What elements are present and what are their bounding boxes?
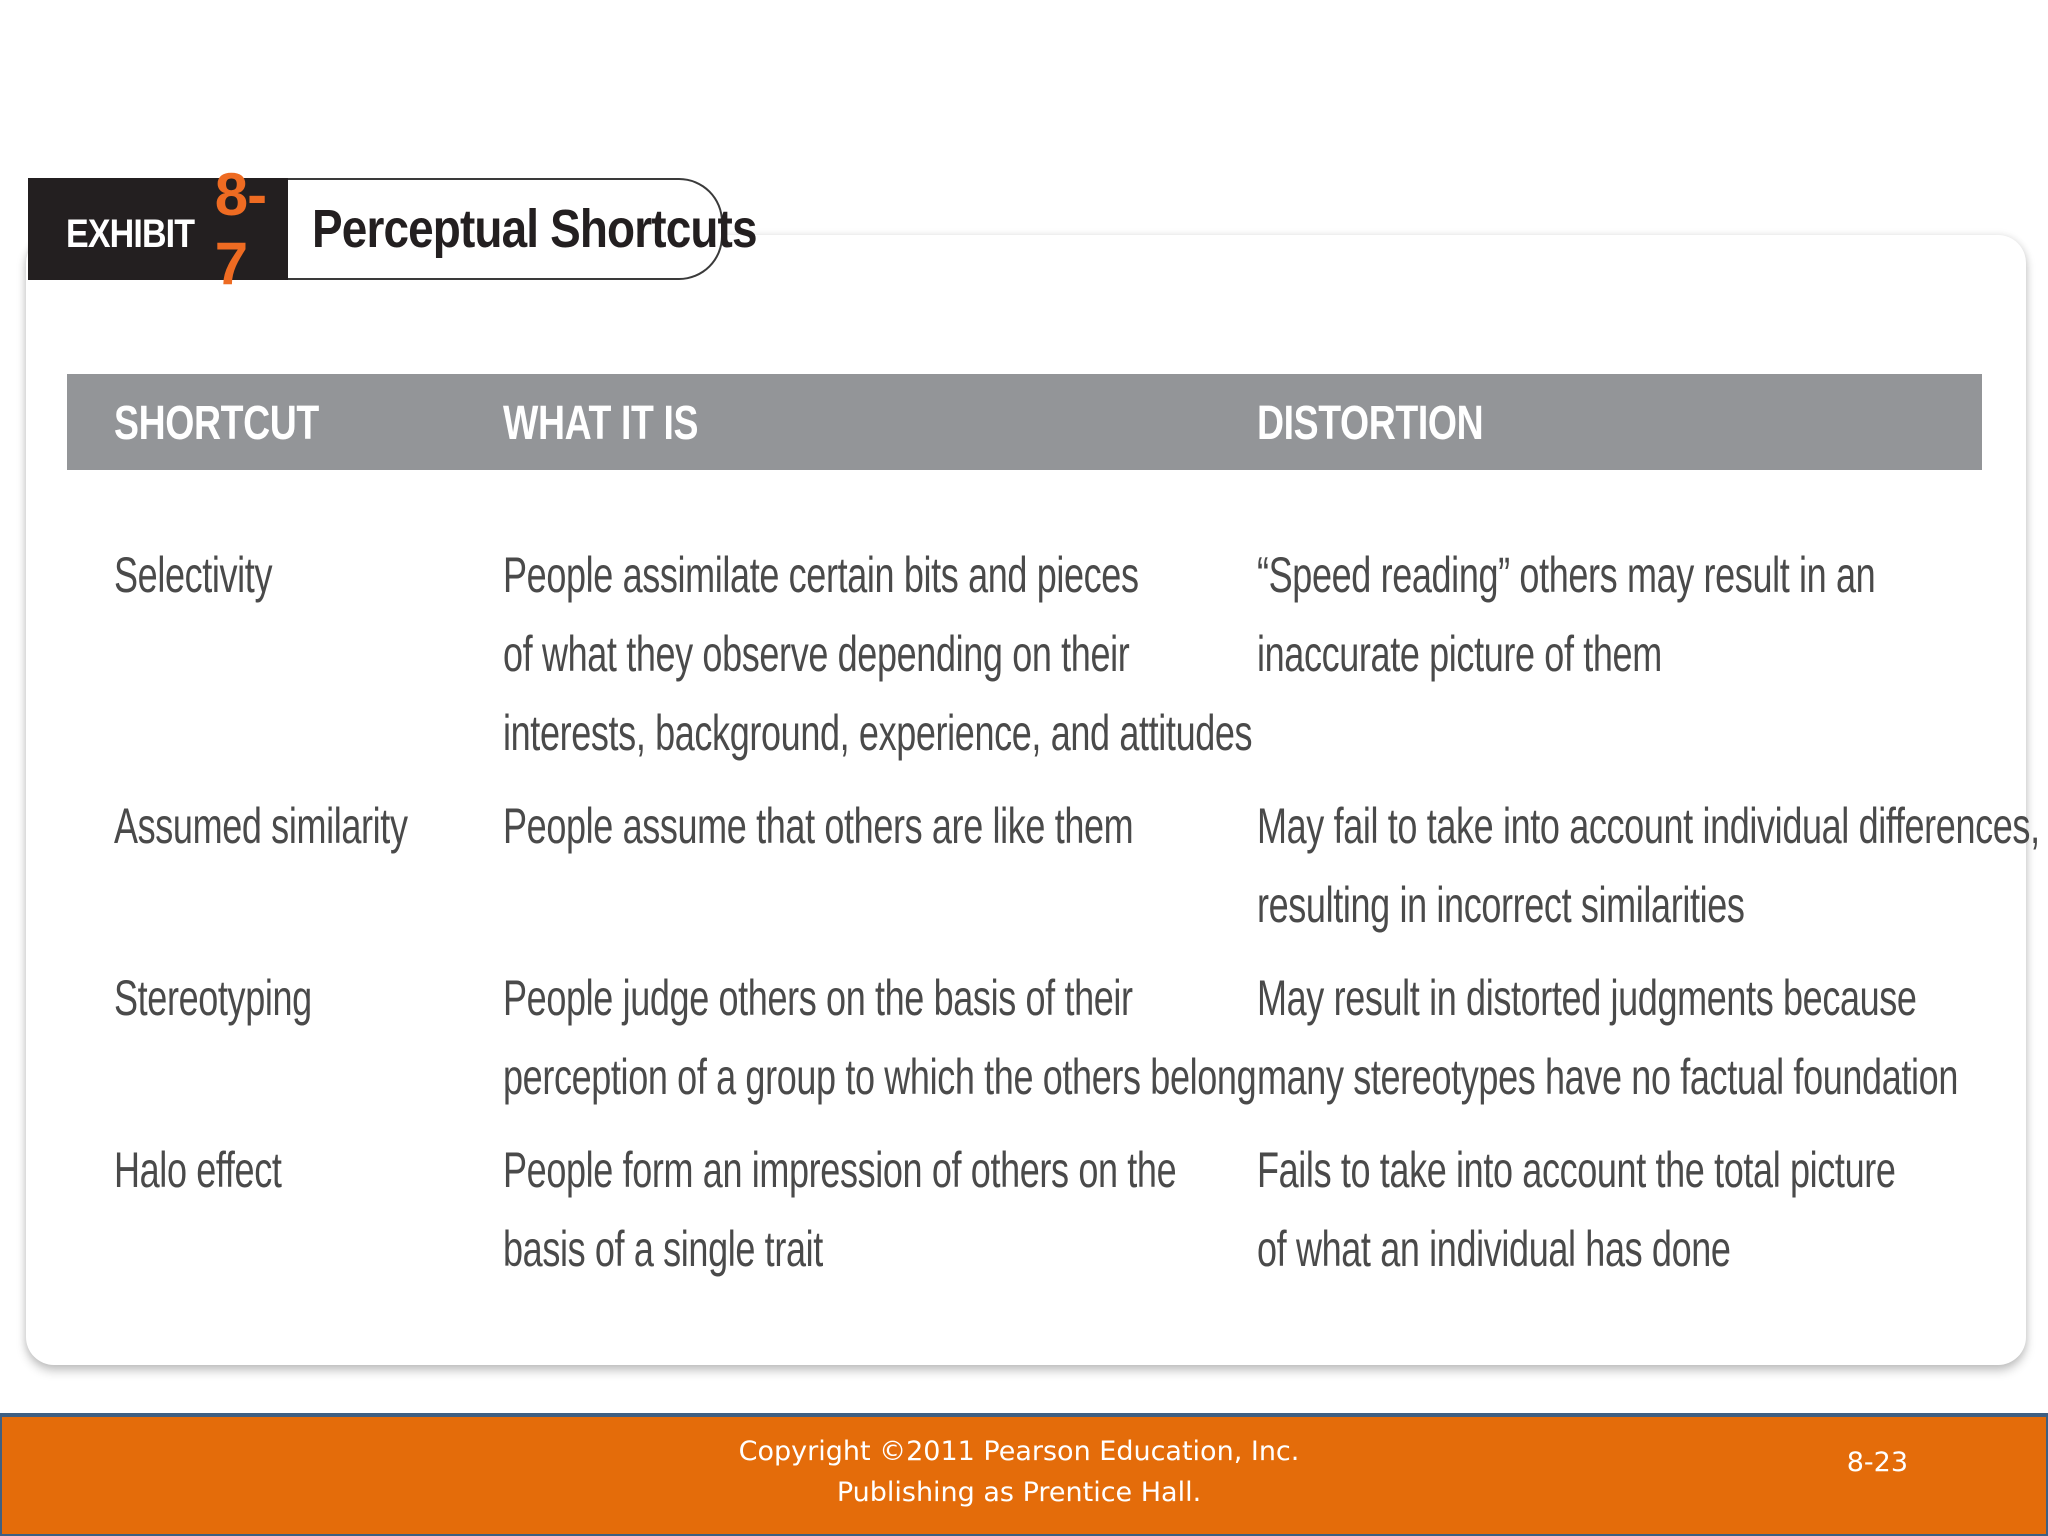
slide-footer — [0, 1413, 2048, 1536]
shortcut-cell — [114, 536, 416, 615]
exhibit-number: 8-7 — [214, 161, 267, 297]
distortion-cell — [1257, 1131, 2013, 1289]
shortcut-cell — [114, 787, 416, 866]
exhibit-title: Perceptual Shortcuts — [312, 199, 757, 259]
page-number: 8-23 — [1846, 1447, 1908, 1478]
what-it-is-line: People judge others on the basis of their — [503, 970, 1133, 1026]
exhibit-title-box — [288, 178, 757, 280]
distortion-line: of what an individual has done — [1257, 1221, 1731, 1277]
what-it-is-line: of what they observe depending on their — [503, 626, 1130, 682]
table-header — [67, 374, 1982, 470]
distortion-line: Fails to take into account the total picture — [1257, 1142, 1896, 1198]
header-shortcut: SHORTCUT — [114, 397, 319, 450]
what-it-is-line: People assimilate certain bits and pieces — [503, 547, 1139, 603]
header-distortion: DISTORTION — [1257, 397, 1484, 450]
distortion-line: May result in distorted judgments because — [1257, 970, 1917, 1026]
shortcut-name: Selectivity — [114, 547, 273, 603]
copyright-line-2: Publishing as Prentice Hall. — [836, 1477, 1202, 1508]
distortion-cell — [1257, 959, 2013, 1117]
what-it-is-line: perception of a group to which the others belong — [503, 1049, 1257, 1105]
distortion-line: May fail to take into account individual differences, — [1257, 798, 2040, 854]
what-it-is-cell — [503, 1131, 1223, 1289]
distortion-cell — [1257, 536, 2013, 694]
exhibit-label-tag — [28, 161, 288, 297]
what-it-is-line: People assume that others are like them — [503, 798, 1134, 854]
header-what-it-is: WHAT IT IS — [503, 397, 699, 450]
copyright-line-1: Copyright ©2011 Pearson Education, Inc. — [738, 1436, 1300, 1467]
what-it-is-cell — [503, 536, 1253, 773]
shortcut-cell — [114, 959, 416, 1038]
exhibit-tab — [28, 161, 757, 297]
what-it-is-line: basis of a single trait — [503, 1221, 823, 1277]
shortcut-cell — [114, 1131, 416, 1210]
distortion-cell — [1257, 787, 2040, 945]
what-it-is-cell — [503, 787, 1223, 866]
copyright-notice — [2, 1431, 2036, 1513]
shortcut-name: Stereotyping — [114, 970, 312, 1026]
what-it-is-line: People form an impression of others on the — [503, 1142, 1177, 1198]
distortion-line: resulting in incorrect similarities — [1257, 877, 1745, 933]
distortion-line: inaccurate picture of them — [1257, 626, 1662, 682]
shortcut-name: Assumed similarity — [114, 798, 408, 854]
distortion-line: “Speed reading” others may result in an — [1257, 547, 1876, 603]
what-it-is-line: interests, background, experience, and attitudes — [503, 705, 1253, 761]
shortcut-name: Halo effect — [114, 1142, 282, 1198]
exhibit-label: EXHIBIT — [66, 211, 195, 256]
distortion-line: many stereotypes have no factual foundation — [1257, 1049, 1958, 1105]
what-it-is-cell — [503, 959, 1257, 1117]
